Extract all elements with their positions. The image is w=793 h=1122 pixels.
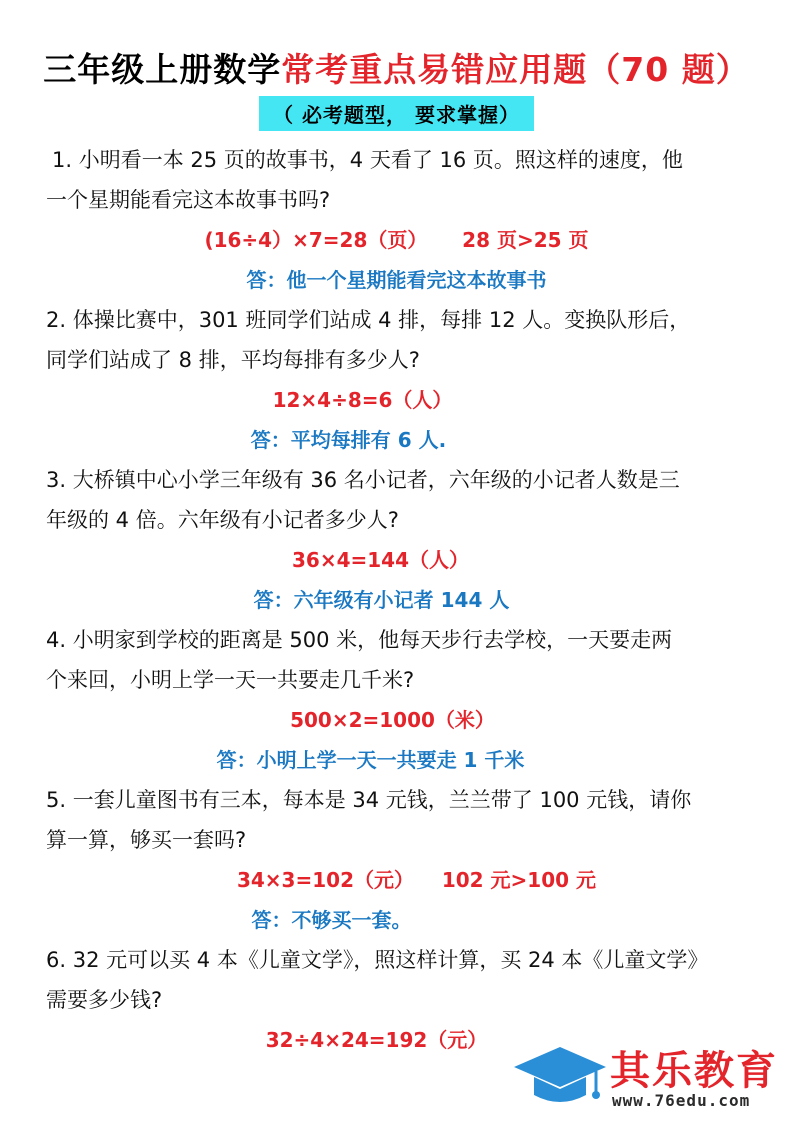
problem-6-line-1: 6. 32 元可以买 4 本《儿童文学》，照这样计算，买 24 本《儿童文学》 <box>46 948 709 972</box>
problem-2-line-1: 2. 体操比赛中，301 班同学们站成 4 排，每排 12 人。变换队形后， <box>46 308 691 332</box>
problem-2-calc: 12×4÷8=6（人） <box>272 388 453 412</box>
graduation-cap-icon <box>510 1035 610 1115</box>
problem-1-calc: (16÷4）×7=28（页） 28 页>25 页 <box>204 228 589 252</box>
title-red-part: 常考重点易错应用题（70 题） <box>281 50 750 89</box>
problem-3-line-2: 年级的 4 倍。六年级有小记者多少人? <box>46 508 399 532</box>
problem-5-question <box>46 780 756 860</box>
problem-5-line-1: 5. 一套儿童图书有三本，每本是 34 元钱，兰兰带了 100 元钱，请你 <box>46 788 692 812</box>
brand-url: www.76edu.com <box>612 1091 751 1110</box>
problem-4-calc: 500×2=1000（米） <box>290 708 495 732</box>
problem-1-answer: 答：他一个星期能看完这本故事书 <box>246 268 547 292</box>
problem-4-line-1: 4. 小明家到学校的距离是 500 米，他每天步行去学校，一天要走两 <box>46 628 673 652</box>
problem-2-line-2: 同学们站成了 8 排，平均每排有多少人? <box>46 348 420 372</box>
problem-3-line-1: 3. 大桥镇中心小学三年级有 36 名小记者，六年级的小记者人数是三 <box>46 468 680 492</box>
problem-5-calc: 34×3=102（元） 102 元>100 元 <box>236 868 597 892</box>
brand-name: 其乐教育 <box>610 1048 778 1094</box>
problem-3-question <box>46 460 756 540</box>
problem-3-answer: 答：六年级有小记者 144 人 <box>253 588 510 612</box>
problem-3-calc: 36×4=144（人） <box>291 548 469 572</box>
problem-6-calc: 32÷4×24=192（元） <box>265 1028 488 1052</box>
problem-4-question <box>46 620 756 700</box>
title-black-part: 三年级上册数学 <box>43 50 282 89</box>
subtitle-wrapper <box>0 96 793 131</box>
problem-4-answer: 答：小明上学一天一共要走 1 千米 <box>216 748 525 772</box>
problem-2-question <box>46 300 756 380</box>
problem-2-answer: 答：平均每排有 6 人. <box>250 428 447 452</box>
problem-1-question <box>46 140 756 220</box>
page-title <box>0 44 793 91</box>
problem-1-line-2: 一个星期能看完这本故事书吗? <box>46 188 331 212</box>
problem-1-line-1: 1. 小明看一本 25 页的故事书，4 天看了 16 页。照这样的速度，他 <box>52 148 683 172</box>
problem-5-line-2: 算一算，够买一套吗? <box>46 828 247 852</box>
subtitle-banner: （ 必考题型， 要求掌握） <box>259 96 534 131</box>
problem-6-question <box>46 940 756 1020</box>
problem-4-line-2: 个来回，小明上学一天一共要走几千米? <box>46 668 415 692</box>
problem-6-line-2: 需要多少钱? <box>46 988 163 1012</box>
brand-logo <box>510 1035 790 1115</box>
problem-5-answer: 答：不够买一套。 <box>251 908 412 932</box>
